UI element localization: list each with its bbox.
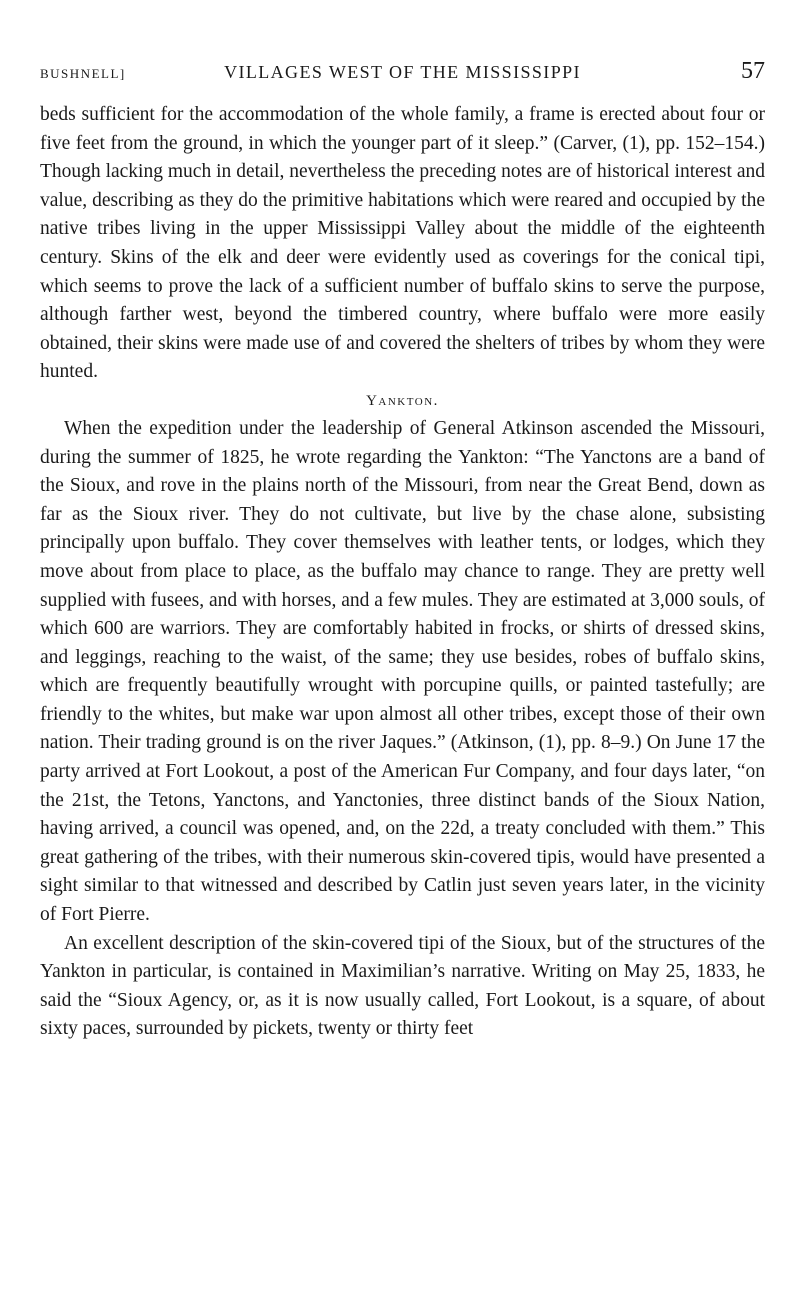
paragraph-atkinson: When the expedition under the leadership of General Atkinson ascended the Missouri, during the summer of 1825, he wrote regarding the Yankton: “The Yanctons are a band of the Sioux, and rove in the plains north of the Missouri, from near the Great Bend, down as far as the Sioux river. They do not cultivate, but live by the chase alone, subsisting principally upon buffalo. They cover themselves with leather tents, or lodges, which they move about from place to place, as the buffalo may chance to range. They are pretty well supplied with fusees, and with horses, and a few mules. They are estimated at 3,000 souls, of which 600 are warriors. They are comfortably habited in frocks, or shirts of dressed skins, and leggings, reaching to the waist, of the same; they use besides, robes of buffalo skins, which are frequently beautifully wrought with porcupine quills, or painted tastefully; are friendly to the whites, but make war upon almost all other tribes, except those of their own nation. Their trading ground is on the river Jaques.” (Atkinson, (1), pp. 8–9.) On June 17 the party arrived at Fort Lookout, a post of the American Fur Company, and four days later, “on the 21st, the Tetons, Yanctons, and Yanctonies, three distinct bands of the Sioux Nation, having arrived, a council was opened, and, on the 22d, a treaty concluded with them.” This great gathering of the tribes, with their numerous skin-covered tipis, would have presented a sight similar to that witnessed and described by Catlin just seven years later, in the vicinity of Fort Pierre.: [40, 417, 765, 926]
paragraph-continuation: beds sufficient for the accommodation of the whole family, a frame is erected about four or five feet from the ground, in which the younger part of it sleep.” (Carver, (1), pp. 152–154.) Though lacking much in detail, nevertheless the preceding notes are of historical interest and value, describing as they do the primitive habitations which were reared and occupied by the native tribes living in the upper Mississippi Valley about the middle of the eighteenth century. Skins of the elk and deer were evidently used as coverings for the conical tipi, which seems to prove the lack of a sufficient number of buffalo skins to serve the purpose, although farther west, beyond the timbered country, where buffalo were more easily obtained, their skins were made use of and covered the shelters of tribes by whom they were hunted.: [40, 104, 765, 383]
chapter-header-title: VILLAGES WEST OF THE MISSISSIPPI: [224, 62, 581, 82]
body-text: [40, 101, 765, 1044]
running-head: [40, 58, 765, 88]
author-header: BUSHNELL]: [40, 66, 126, 81]
section-heading-yankton: Yankton.: [366, 392, 439, 409]
page-number: 57: [741, 58, 765, 84]
paragraph-maximilian: An excellent description of the skin-covered tipi of the Sioux, but of the structures of the Yankton in particular, is contained in Maximilian’s narrative. Writing on May 25, 1833, he said the “Sioux Agency, or, as it is now usually called, Fort Lookout, is a square, of about sixty paces, surrounded by pickets, twenty or thirty feet: [40, 932, 765, 1040]
